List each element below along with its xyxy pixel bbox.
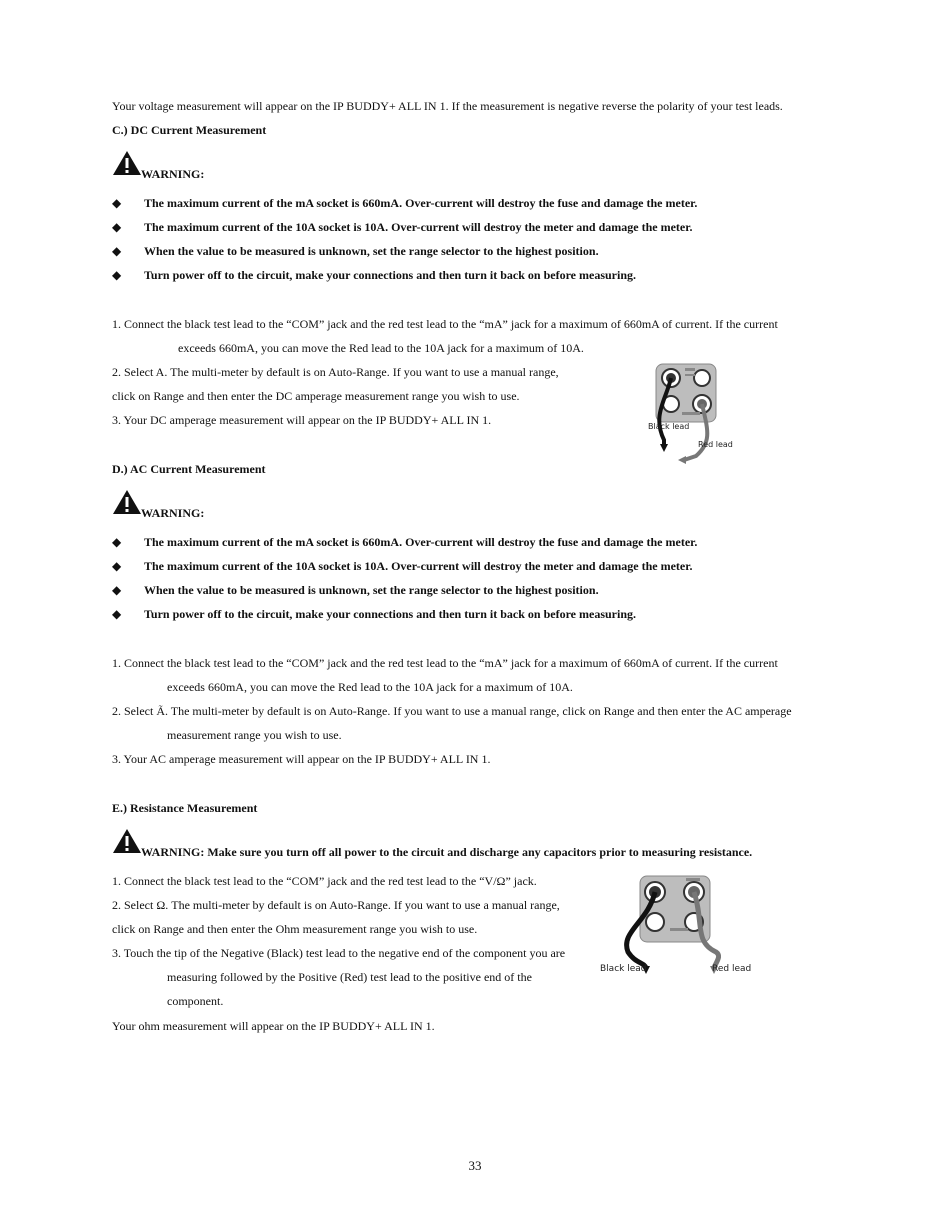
res-black-lead-label: Black lead	[600, 964, 647, 974]
dc-heading: C.) DC Current Measurement	[112, 123, 267, 137]
ac-heading: D.) AC Current Measurement	[112, 462, 266, 476]
dc-step-2b: click on Range and then enter the DC amperage measurement range you wish to use.	[112, 389, 520, 403]
bullet-diamond-icon: ◆	[112, 196, 122, 210]
bullet-diamond-icon: ◆	[112, 268, 122, 282]
dc-bullet-1: The maximum current of the mA socket is 660mA. Over-current will destroy the fuse and damage the meter.	[144, 196, 698, 210]
res-step-1: 1. Connect the black test lead to the “COM” jack and the red test lead to the “V/Ω” jack.	[112, 874, 537, 888]
dc-step-2a: 2. Select A. The multi-meter by default is on Auto-Range. If you want to use a manual range,	[112, 365, 559, 379]
dc-red-lead-label: Red lead	[698, 440, 733, 449]
bullet-diamond-icon: ◆	[112, 535, 122, 549]
res-step-3c: component.	[167, 994, 224, 1008]
dc-step-3: 3. Your DC amperage measurement will appear on the IP BUDDY+ ALL IN 1.	[112, 413, 492, 427]
res-step-2a: 2. Select Ω. The multi-meter by default is on Auto-Range. If you want to use a manual range,	[112, 898, 560, 912]
dc-step-1b: exceeds 660mA, you can move the Red lead to the 10A jack for a maximum of 10A.	[178, 341, 584, 355]
bullet-diamond-icon: ◆	[112, 244, 122, 258]
res-warning: WARNING: Make sure you turn off all power to the circuit and discharge any capacitors prior to measuring resistance.	[141, 845, 753, 859]
res-closing: Your ohm measurement will appear on the IP BUDDY+ ALL IN 1.	[112, 1019, 435, 1033]
bullet-diamond-icon: ◆	[112, 559, 122, 573]
dc-bullet-2: The maximum current of the 10A socket is 10A. Over-current will destroy the meter and damage the meter.	[144, 220, 693, 234]
bullet-diamond-icon: ◆	[112, 607, 122, 621]
ac-bullet-3: When the value to be measured is unknown, set the range selector to the highest position.	[144, 583, 599, 597]
ac-warning-label: WARNING:	[141, 506, 205, 520]
ac-step-2b: measurement range you wish to use.	[167, 728, 342, 742]
intro-line: Your voltage measurement will appear on the IP BUDDY+ ALL IN 1. If the measurement is negative reverse the polarity of your test leads.	[112, 99, 783, 113]
ac-bullet-4: Turn power off to the circuit, make your connections and then turn it back on before measuring.	[144, 607, 637, 621]
ac-bullet-1: The maximum current of the mA socket is 660mA. Over-current will destroy the fuse and damage the meter.	[144, 535, 698, 549]
dc-bullet-4: Turn power off to the circuit, make your connections and then turn it back on before measuring.	[144, 268, 637, 282]
ac-step-3: 3. Your AC amperage measurement will appear on the IP BUDDY+ ALL IN 1.	[112, 752, 491, 766]
warning-icon	[112, 828, 142, 854]
ac-bullet-2: The maximum current of the 10A socket is 10A. Over-current will destroy the meter and damage the meter.	[144, 559, 693, 573]
ac-step-1a: 1. Connect the black test lead to the “COM” jack and the red test lead to the “mA” jack for a maximum of 660mA of current. If the current	[112, 656, 778, 670]
bullet-diamond-icon: ◆	[112, 220, 122, 234]
ac-step-2a: 2. Select Ã. The multi-meter by default is on Auto-Range. If you want to use a manual range, click on Range and then enter the AC amperage	[112, 704, 792, 718]
dc-warning-label: WARNING:	[141, 167, 205, 181]
warning-icon	[112, 150, 142, 176]
res-step-3b: measuring followed by the Positive (Red) test lead to the positive end of the	[167, 970, 532, 984]
dc-bullet-3: When the value to be measured is unknown, set the range selector to the highest position.	[144, 244, 599, 258]
warning-icon	[112, 489, 142, 515]
page-number: 33	[468, 1158, 482, 1173]
res-step-3a: 3. Touch the tip of the Negative (Black) test lead to the negative end of the component you are	[112, 946, 566, 960]
dc-meter-jack-illustration	[630, 360, 740, 468]
res-step-2b: click on Range and then enter the Ohm measurement range you wish to use.	[112, 922, 478, 936]
res-heading: E.) Resistance Measurement	[112, 801, 258, 815]
dc-step-1a: 1. Connect the black test lead to the “COM” jack and the red test lead to the “mA” jack for a maximum of 660mA of current. If the current	[112, 317, 778, 331]
dc-black-lead-label: Black lead	[648, 422, 690, 431]
bullet-diamond-icon: ◆	[112, 583, 122, 597]
ac-step-1b: exceeds 660mA, you can move the Red lead to the 10A jack for a maximum of 10A.	[167, 680, 573, 694]
res-red-lead-label: Red lead	[712, 964, 752, 974]
res-meter-jack-illustration	[598, 872, 758, 982]
